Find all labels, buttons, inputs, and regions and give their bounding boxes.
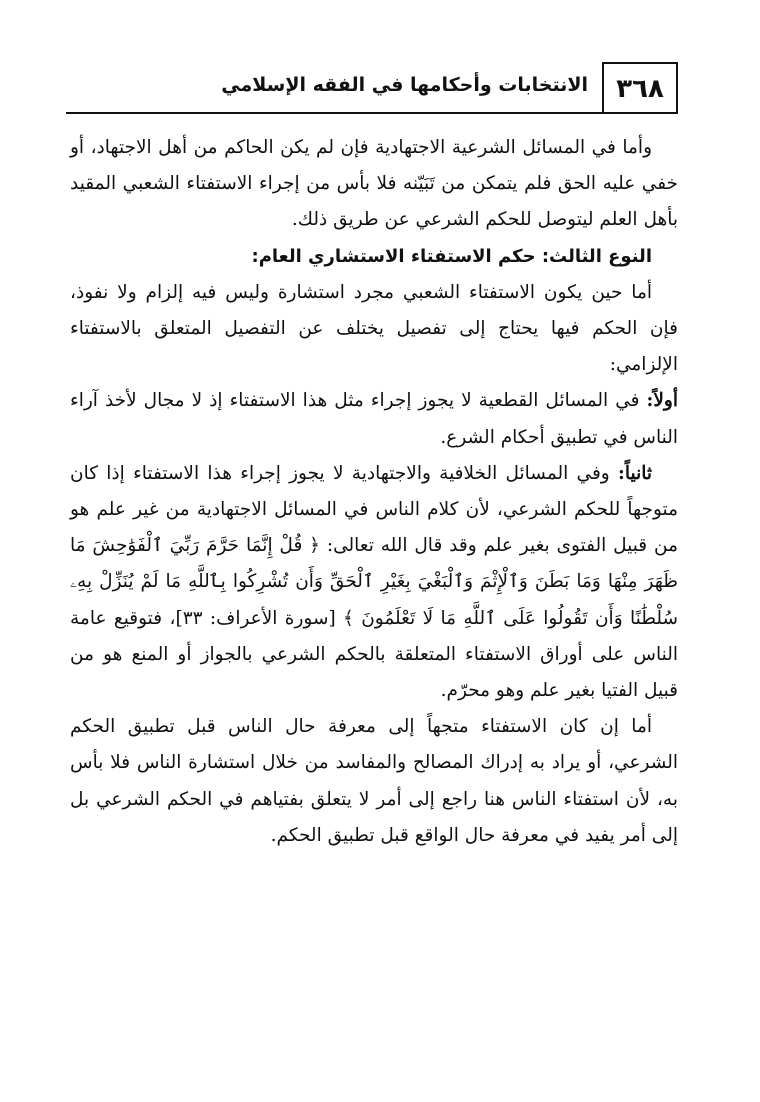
page-number: ٣٦٨ (602, 62, 678, 114)
paragraph-ijtihad: وأما في المسائل الشرعية الاجتهادية فإن لم يكن الحاكم من أهل الاجتهاد، أو خفي عليه الحق فلم يتمكن من تَبَيّنه فلا بأس من إجراء الاستفتاء الشعبي المقيد بأهل العلم ليتوصل للحكم الشرعي عن طريق ذلك. (70, 137, 678, 231)
verse-citation: [سورة الأعراف: ٣٣]، (169, 607, 336, 629)
point-second-text: وفي المسائل الخلافية والاجتهادية لا يجوز إجراء هذا الاستفتاء إذا كان متوجهاً للحكم الشرعي، لأن كلام الناس في المسائل الاجتهادية من غير علم هو من قبيل الفتوى بغير علم وقد قال الله تعالى: (70, 462, 678, 557)
header-rule (66, 112, 678, 114)
running-title: الانتخابات وأحكامها في الفقه الإسلامي (221, 74, 588, 96)
point-first-text: في المسائل القطعية لا يجوز إجراء مثل هذا الاستفتاء إذ لا مجال لأخذ آراء الناس في تطبيق أحكام الشرع. (70, 390, 678, 448)
point-second-label: ثانياً: (618, 462, 652, 484)
quran-verse: ﴿ قُلْ إِنَّمَا حَرَّمَ رَبِّيَ ٱلْفَوَٰحِشَ مَا ظَهَرَ مِنْهَا وَمَا بَطَنَ وَٱلْإِثْمَ وَٱلْبَغْيَ بِغَيْرِ ٱلْحَقِّ وَأَن تُشْرِكُوا بِٱللَّهِ مَا لَمْ يُنَزِّلْ بِهِۦ سُلْطَٰنًا وَأَن تَقُولُوا عَلَى ٱللَّهِ مَا لَا تَعْلَمُونَ ﴾ (70, 535, 679, 629)
point-second-conclusion: فتوقيع عامة الناس على أوراق الاستفتاء المتعلقة بالحكم الشرعي بالجواز أو المنع هو من قبيل الفتيا بغير علم وهو محرّم. (70, 607, 678, 702)
point-first-label: أولاً: (646, 390, 678, 412)
paragraph-exception: أما إن كان الاستفتاء متجهاً إلى معرفة حال الناس قبل تطبيق الحكم الشرعي، أو يراد به إدراك المصالح والمفاسد من خلال استشارة الناس فلا بأس به، لأن استفتاء الناس هنا راجع إلى أمر لا يتعلق بفتياهم في الحكم الشرعي بل إلى أمر يفيد في معرفة حال الواقع قبل تطبيق الحكم. (70, 716, 678, 846)
point-first (70, 383, 678, 455)
point-second (70, 456, 678, 709)
page-header (66, 62, 678, 118)
section-heading: النوع الثالث: حكم الاستفتاء الاستشاري العام: (251, 245, 652, 267)
page-body (70, 130, 678, 854)
paragraph-advisory: أما حين يكون الاستفتاء الشعبي مجرد استشارة وليس فيه إلزام ولا نفوذ، فإن الحكم فيها يحتاج إلى تفصيل يختلف عن التفصيل المتعلق بالاستفتاء الإلزامي: (70, 281, 678, 376)
